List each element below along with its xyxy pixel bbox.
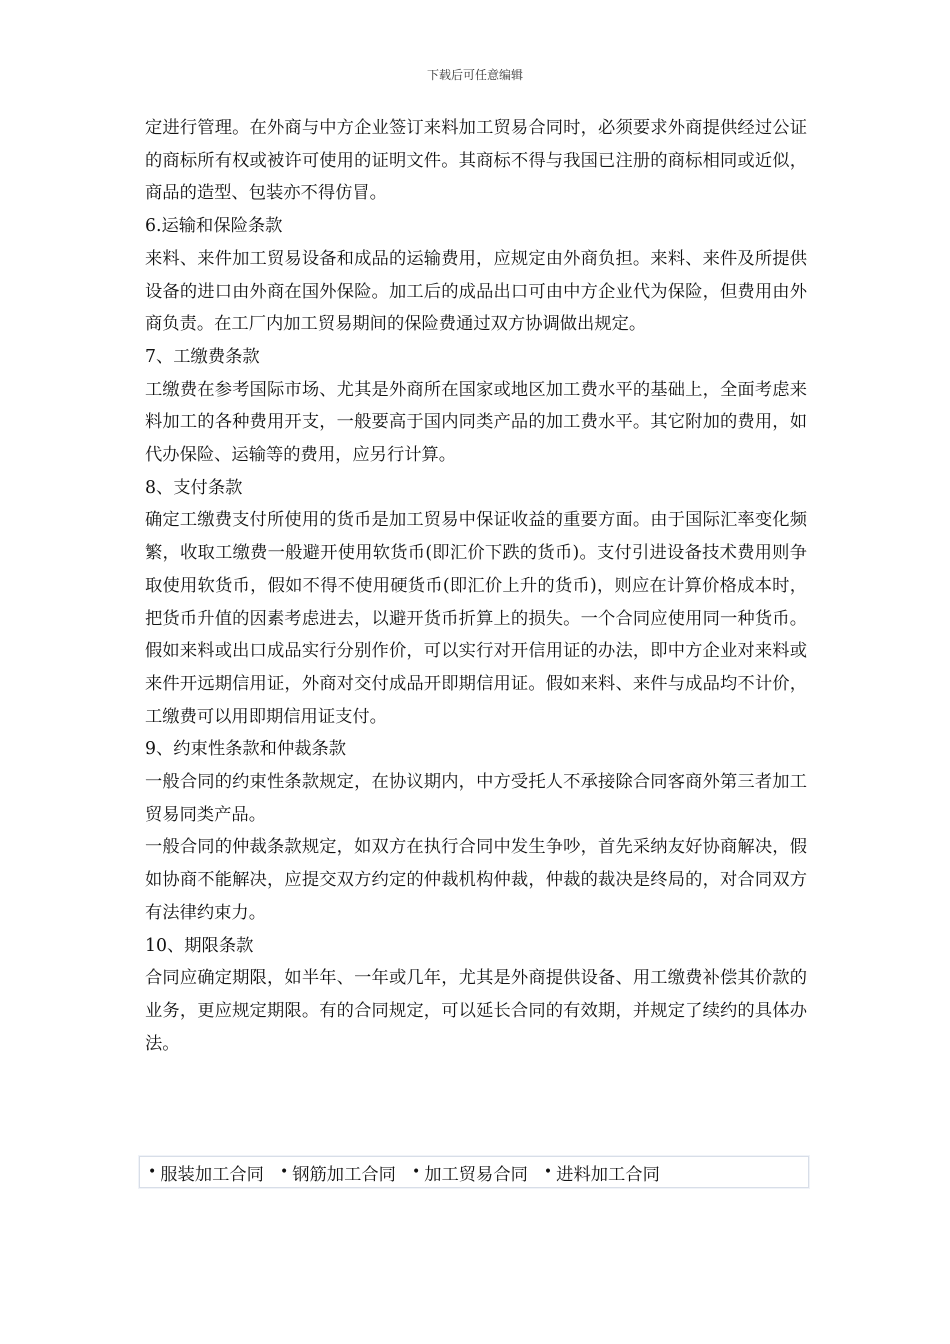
paragraph: 来料、来件加工贸易设备和成品的运输费用，应规定由外商负担。来料、来件及所提供设备的进口由外商在国外保险。加工后的成品出口可由中方企业代为保险，但费用由外商负责。在工厂内加工贸易期间的保险费通过双方协调做出规定。 [145,248,807,335]
related-link-label: 进料加工合同 [556,1164,660,1185]
related-link-processing-trade[interactable] [412,1160,528,1185]
paragraph: 合同应确定期限，如半年、一年或几年，尤其是外商提供设备、用工缴费补偿其价款的业务，更应规定期限。有的合同规定，可以延长合同的有效期，并规定了续约的具体办法。 [145,968,807,1054]
section-heading: 8、支付条款 [145,477,243,498]
related-link-label: 服装加工合同 [160,1164,264,1185]
related-link-rebar-processing[interactable] [280,1160,396,1185]
section-heading: 7、工缴费条款 [145,346,260,367]
paragraph: 一般合同的仲裁条款规定，如双方在执行合同中发生争吵，首先采纳友好协商解决，假如协商不能解决，应提交双方约定的仲裁机构仲裁，仲裁的裁决是终局的，对合同双方有法律约束力。 [145,837,807,923]
bullet-icon: • [411,1164,421,1180]
section-heading: 9、约束性条款和仲裁条款 [145,739,347,760]
section-heading: 6.运输和保险条款 [145,216,283,237]
page-header-note: 下载后可任意编辑 [426,68,523,82]
related-link-label: 钢筋加工合同 [292,1164,396,1185]
related-link-import-processing[interactable] [544,1160,660,1185]
paragraph: 定进行管理。在外商与中方企业签订来料加工贸易合同时，必须要求外商提供经过公证的商标所有权或被许可使用的证明文件。其商标不得与我国已注册的商标相同或近似，商品的造型、包装亦不得仿冒。 [145,118,807,204]
paragraph: 确定工缴费支付所使用的货币是加工贸易中保证收益的重要方面。由于国际汇率变化频繁，收取工缴费一般避开使用软货币(即汇价下跌的货币)。支付引进设备技术费用则争取使用软货币，假如不得不使用硬货币(即汇价上升的货币)，则应在计算价格成本时，把货币升值的因素考虑进去，以避开货币折算上的损失。一个合同应使用同一种货币。假如来料或出口成品实行分别作价，可以实行对开信用证的办法，即中方企业对来料或来件开远期信用证，外商对交付成品开即期信用证。假如来料、来件与成品均不计价，工缴费可以用即期信用证支付。 [145,510,807,727]
paragraph: 一般合同的约束性条款规定，在协议期内，中方受托人不承接除合同客商外第三者加工贸易同类产品。 [145,772,807,825]
related-link-clothing-processing[interactable] [148,1160,264,1185]
document-body [145,112,807,1060]
paragraph: 工缴费在参考国际市场、尤其是外商所在国家或地区加工费水平的基础上，全面考虑来料加工的各种费用开支，一般要高于国内同类产品的加工费水平。其它附加的费用，如代办保险、运输等的费用，应另行计算。 [145,379,807,466]
section-heading: 10、期限条款 [145,935,254,956]
bullet-icon: • [543,1164,553,1180]
related-links-box [139,1156,809,1188]
bullet-icon: • [279,1164,289,1180]
bullet-icon: • [148,1164,157,1180]
related-link-label: 加工贸易合同 [424,1164,528,1185]
